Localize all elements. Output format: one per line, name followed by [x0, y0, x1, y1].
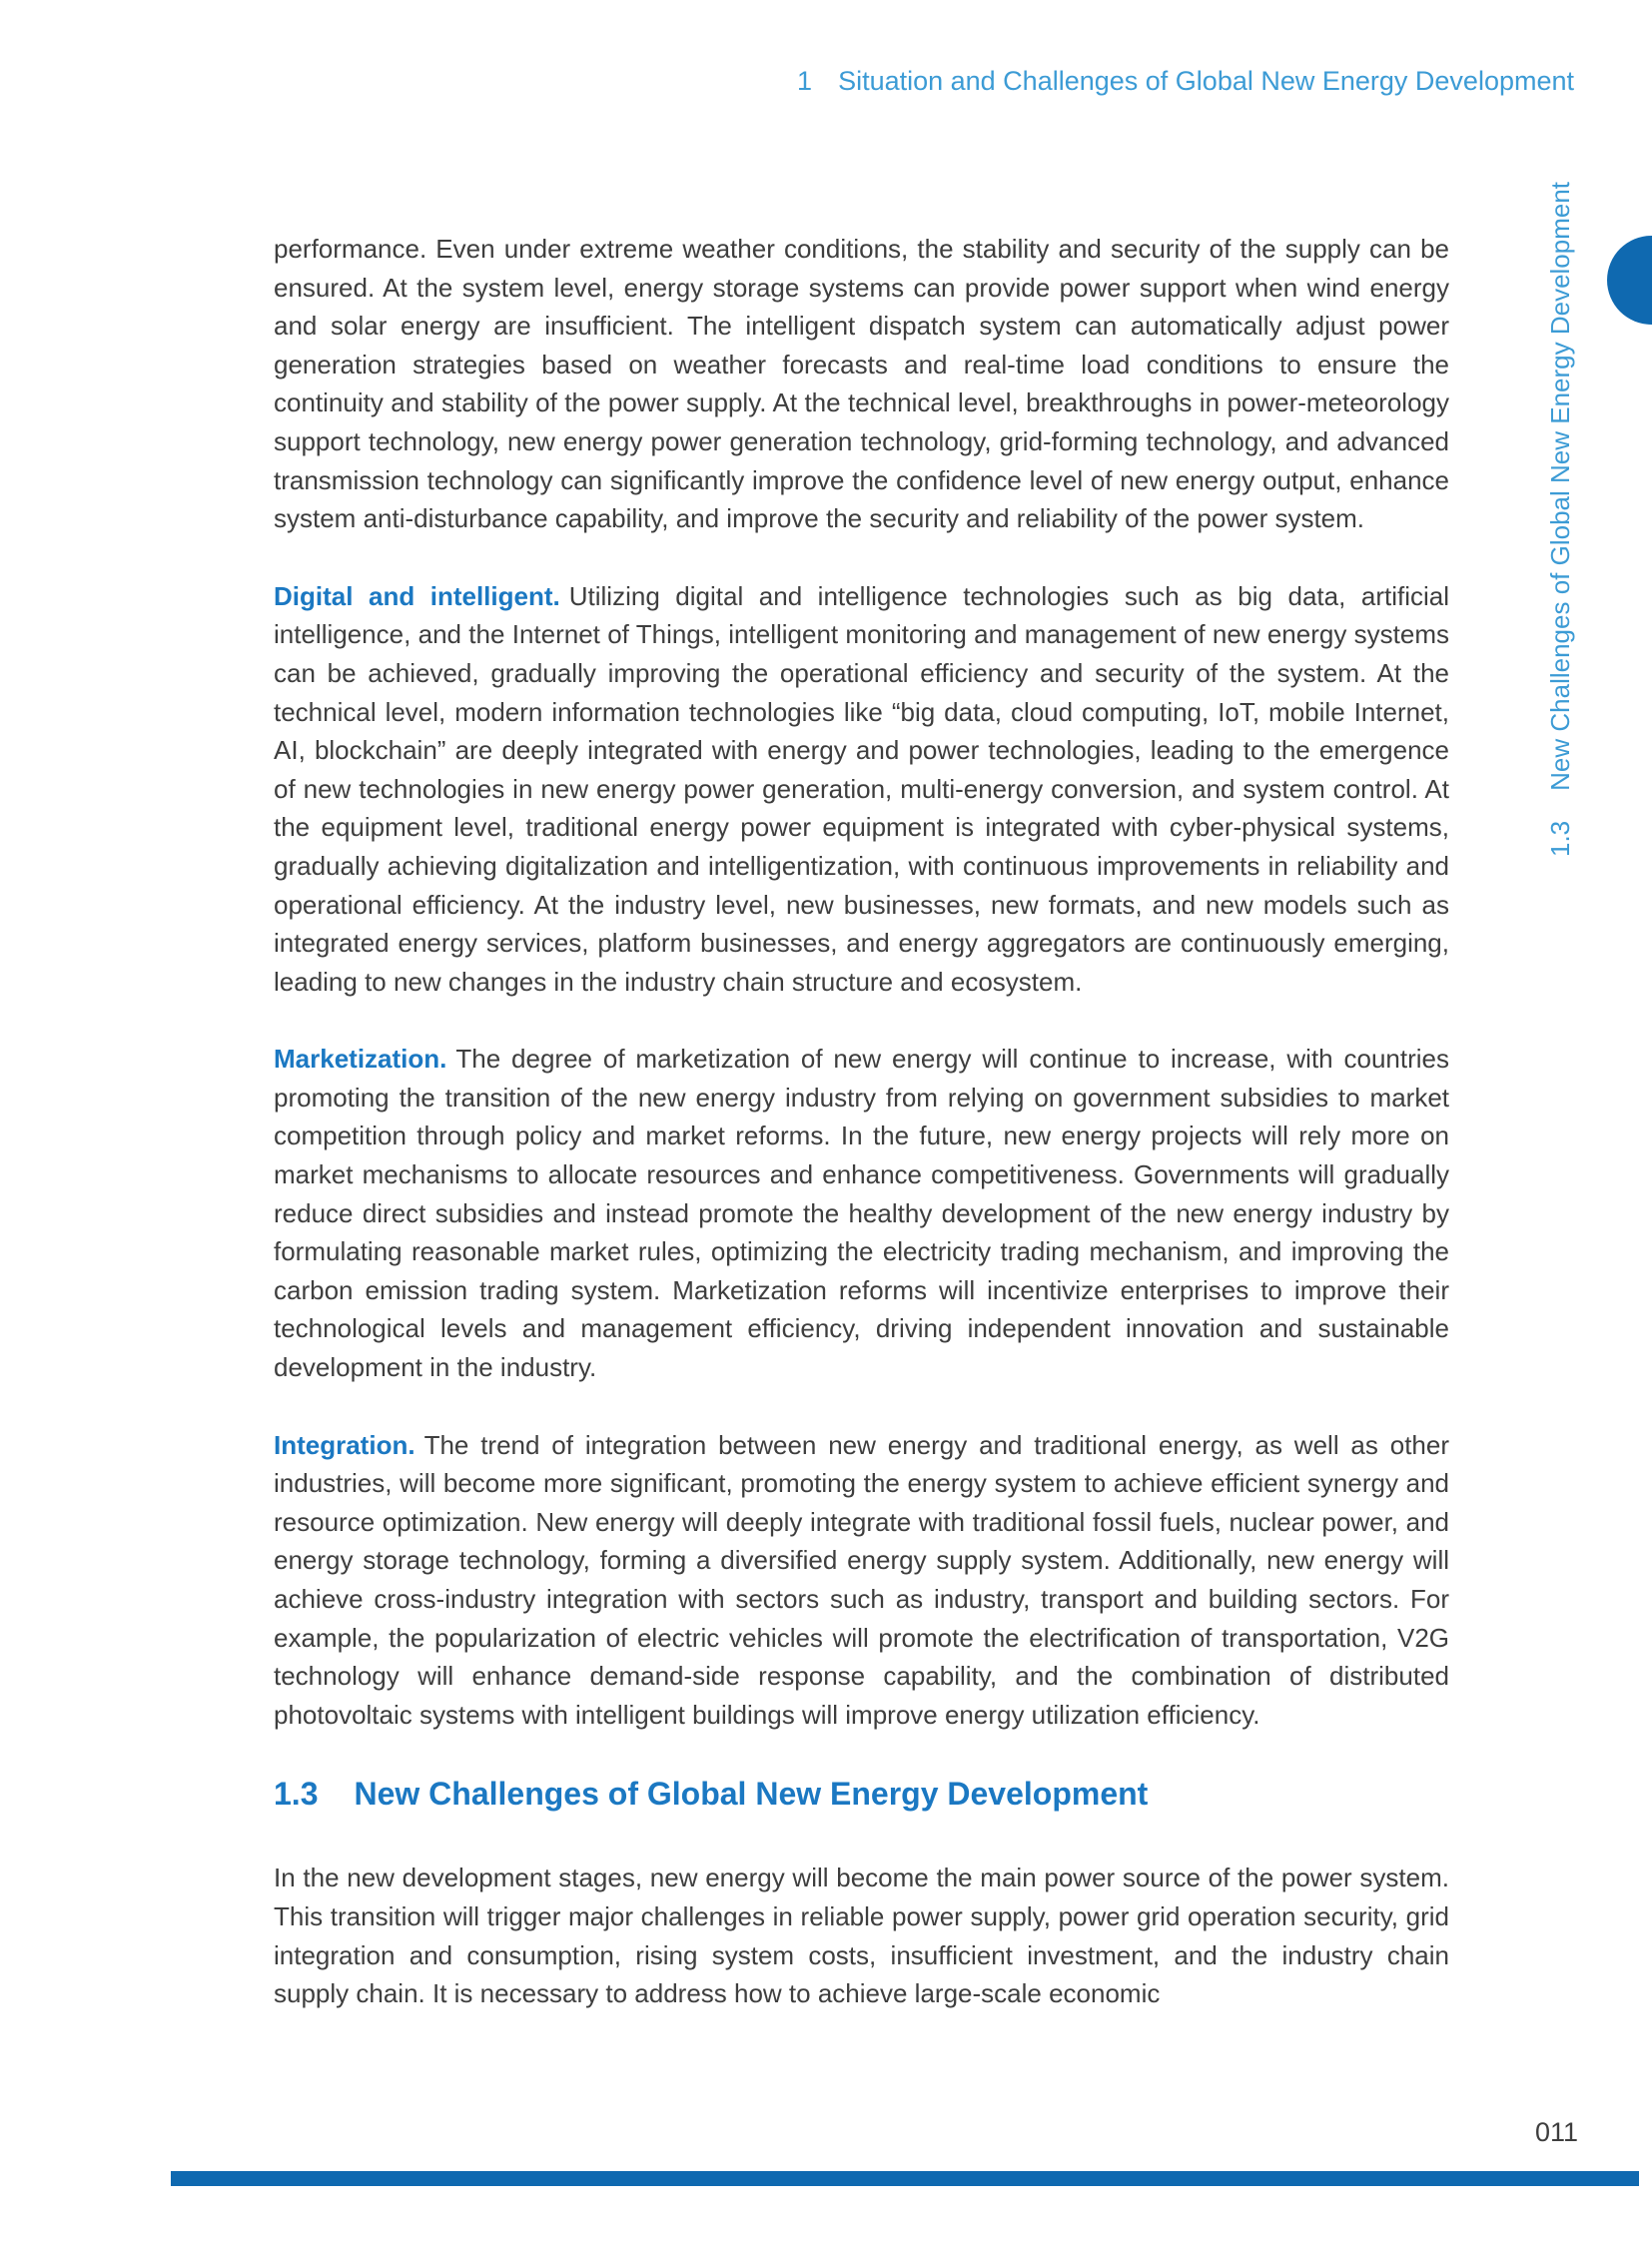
paragraph-continuation: performance. Even under extreme weather conditions, the stability and security of the supply can be ensured. At the system level, energy storage systems can provide power support when wind energy and solar energy are insufficient. The intelligent dispatch system can automatically adjust power generation strategies based on weather forecasts and real-time load conditions to ensure the continuity and stability of the power supply. At the technical level, breakthroughs in power-meteorology support technology, new energy power generation technology, grid-forming technology, and advanced transmission technology can significantly improve the confidence level of new energy output, enhance system anti-disturbance capability, and improve the security and reliability of the power system. — [274, 234, 1449, 534]
paragraph-marketization — [274, 1040, 1449, 1386]
paragraph-text-digital: Utilizing digital and intelligence technologies such as big data, artificial intelligence, and the Internet of Things, intelligent monitoring and management of new energy systems can be achieved, gradually improving the operational efficiency and security of the system. At the technical level, modern information technologies like “big data, cloud computing, IoT, mobile Internet, AI, blockchain” are deeply integrated with energy and power technologies, leading to the emergence of new technologies in new energy power generation, multi-energy conversion, and system control. At the equipment level, traditional energy power equipment is integrated with cyber-physical systems, gradually achieving digitalization and intelligentization, with continuous improvements in reliability and operational efficiency. At the industry level, new businesses, new formats, and new models such as integrated energy services, platform businesses, and energy aggregators are continuously emerging, leading to new changes in the industry chain structure and ecosystem. — [274, 580, 1449, 997]
paragraph-lead-marketization: Marketization. — [274, 1044, 447, 1075]
paragraph-new-challenges-intro: In the new development stages, new energy will become the main power source of the power system. This transition will trigger major challenges in reliable power supply, power grid operation security, grid integration and consumption, rising system costs, insufficient investment, and the industry chain supply chain. It is necessary to address how to achieve large-scale economic — [274, 1863, 1449, 2009]
page-number: 011 — [1534, 2117, 1578, 2147]
paragraph-lead-integration: Integration. — [274, 1429, 415, 1460]
sidebar-section-title: New Challenges of Global New Energy Development — [1545, 181, 1575, 791]
sidebar-section-number: 1.3 — [1545, 820, 1575, 857]
sidebar-section-label — [1545, 182, 1576, 857]
paragraph-integration — [274, 1426, 1449, 1735]
paragraph-text-integration: The trend of integration between new energy and traditional energy, as well as other industries, will become more significant, promoting the energy system to achieve efficient synergy and resource optimization. New energy will deeply integrate with traditional fossil fuels, nuclear power, and energy storage technology, forming a diversified energy supply system. Additionally, new energy will achieve cross-industry integration with sectors such as industry, transport and building sectors. For example, the popularization of electric vehicles will promote the electrification of transportation, V2G technology will enhance demand-side response capability, and the combination of distributed photovoltaic systems with intelligent buildings will improve energy utilization efficiency. — [274, 1429, 1449, 1730]
paragraph-lead-digital: Digital and intelligent. — [274, 580, 560, 611]
chapter-thumb-tab — [1607, 236, 1652, 325]
section-number: 1.3 — [274, 1776, 319, 1813]
paragraph-text-marketization: The degree of marketization of new energy will continue to increase, with countries promoting the transition of the new energy industry from relying on government subsidies to market competition through policy and market reforms. In the future, new energy projects will rely more on market mechanisms to allocate resources and enhance competitiveness. Governments will gradually reduce direct subsidies and instead promote the healthy development of the new energy industry by formulating reasonable market rules, optimizing the electricity trading mechanism, and improving the carbon emission trading system. Marketization reforms will incentivize enterprises to improve their technological levels and management efficiency, driving independent innovation and sustainable development in the industry. — [274, 1044, 1449, 1383]
main-text-column — [274, 230, 1449, 2013]
section-heading — [274, 1774, 1449, 1814]
page-header — [797, 66, 1574, 97]
paragraph-digital-intelligent — [274, 577, 1449, 1002]
section-title: New Challenges of Global New Energy Development — [354, 1776, 1149, 1813]
footer-rule — [171, 2171, 1639, 2186]
header-chapter-title: Situation and Challenges of Global New Energy Development — [838, 66, 1574, 96]
header-chapter-number: 1 — [797, 66, 813, 96]
